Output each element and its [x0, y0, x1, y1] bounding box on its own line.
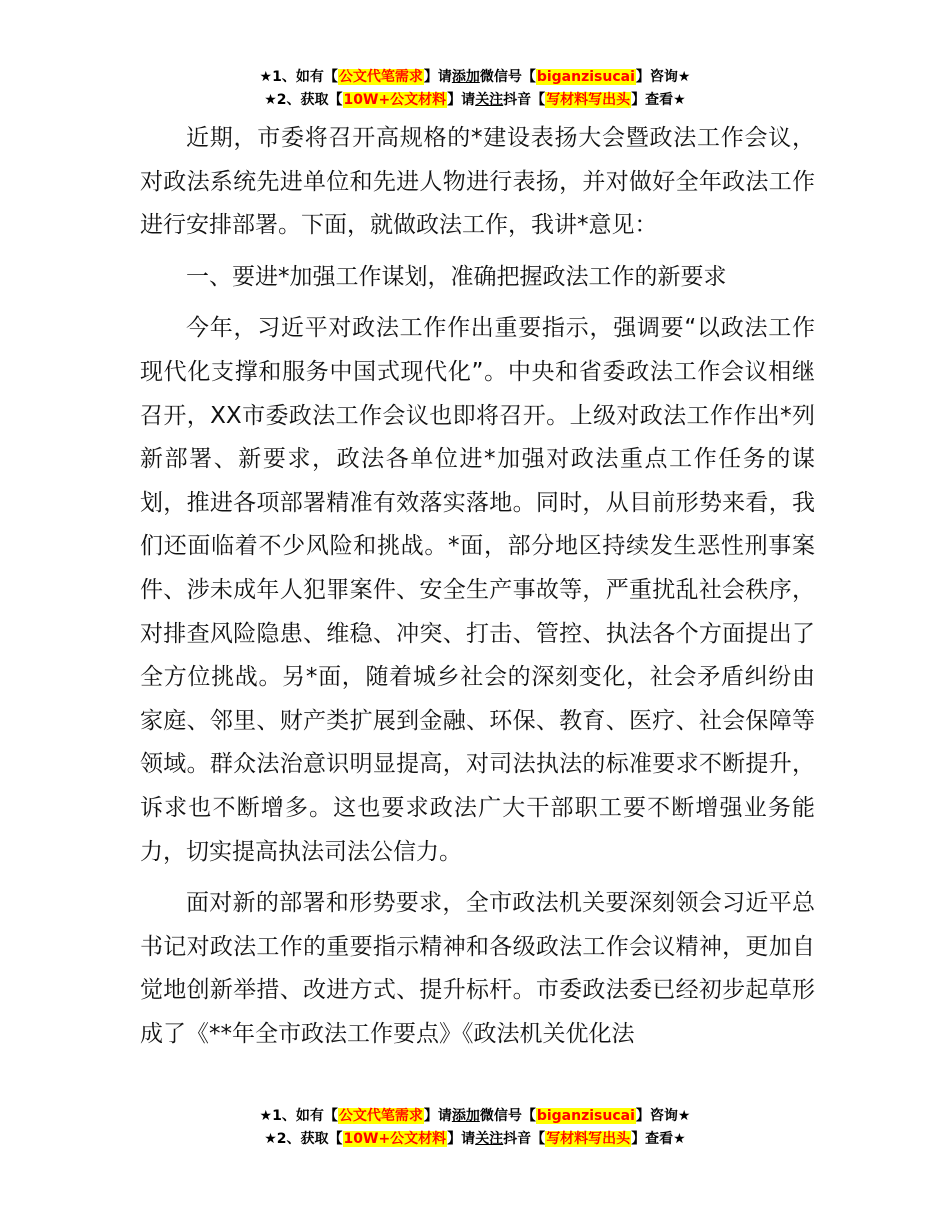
header-banner — [0, 66, 950, 112]
paragraph-intro: 近期，市委将召开高规格的*建设表扬大会暨政法工作会议，对政法系统先进单位和先进人物进行表扬，并对做好全年政法工作进行安排部署。下面，就做政法工作，我讲*意见： — [140, 125, 815, 239]
banner-text: 】查看★ — [631, 1131, 686, 1147]
banner-text: 抖音【 — [503, 92, 546, 108]
banner-text: 微信号【 — [479, 69, 536, 85]
banner-text: 添加 — [451, 1108, 480, 1124]
banner-text: 】请 — [447, 92, 476, 108]
paragraph-body: 面对新的部署和形势要求，全市政法机关要深刻领会习近平总书记对政法工作的重要指示精神和各级政法工作会议精神，更加自觉地创新举措、改进方式、提升标杆。市委政法委已经初步起草形成了《**年全市政法工作要点》《政法机关优化法 — [140, 890, 815, 1047]
highlight-materials: 10W+公文材料 — [343, 1131, 447, 1147]
banner-text: 】咨询★ — [635, 1108, 691, 1124]
document-body — [140, 117, 815, 1056]
highlight-wechat-id: biganzisucai — [536, 1108, 635, 1124]
banner-text: 关注 — [475, 1131, 504, 1147]
highlight-service: 公文代笔需求 — [338, 69, 423, 85]
banner-line-1 — [0, 1105, 950, 1128]
banner-text: 抖音【 — [503, 1131, 546, 1147]
banner-text: 关注 — [475, 92, 504, 108]
highlight-douyin: 写材料写出头 — [546, 92, 631, 108]
section-heading: 一、要进*加强工作谋划，准确把握政法工作的新要求 — [186, 263, 727, 290]
paragraph-body: 今年，习近平对政法工作作出重要指示，强调要“以政法工作现代化支撑和服务中国式现代化”。中央和省委政法工作会议相继召开，XX市委政法工作会议也即将召开。上级对政法工作作出*列新部署、新要求，政法各单位进*加强对政法重点工作任务的谋划，推进各项部署精准有效落实落地。同时，从目前形势来看，我们还面临着不少风险和挑战。*面，部分地区持续发生恶性刑事案件、涉未成年人犯罪案件、安全生产事故等，严重扰乱社会秩序，对排查风险隐患、维稳、冲突、打击、管控、执法各个方面提出了全方位挑战。另*面，随着城乡社会的深刻变化，社会矛盾纠纷由家庭、邻里、财产类扩展到金融、环保、教育、医疗、社会保障等领域。群众法治意识明显提高，对司法执法的标准要求不断提升，诉求也不断增多。这也要求政法广大干部职工要不断增强业务能力，切实提高执法司法公信力。 — [140, 315, 815, 865]
banner-text: 微信号【 — [479, 1108, 536, 1124]
banner-text: 】请 — [423, 1108, 452, 1124]
banner-text: 】咨询★ — [635, 69, 691, 85]
highlight-materials: 10W+公文材料 — [343, 92, 447, 108]
footer-banner — [0, 1105, 950, 1151]
banner-text: 添加 — [451, 69, 480, 85]
banner-line-2 — [0, 89, 950, 112]
highlight-douyin: 写材料写出头 — [546, 1131, 631, 1147]
banner-text: 】查看★ — [631, 92, 686, 108]
highlight-service: 公文代笔需求 — [338, 1108, 423, 1124]
banner-text: 】请 — [447, 1131, 476, 1147]
banner-text: 】请 — [423, 69, 452, 85]
highlight-wechat-id: biganzisucai — [536, 69, 635, 85]
banner-text: ★2、获取【 — [264, 1131, 343, 1147]
banner-line-2 — [0, 1128, 950, 1151]
banner-text: ★1、如有【 — [259, 69, 338, 85]
banner-line-1 — [0, 66, 950, 89]
banner-text: ★2、获取【 — [264, 92, 343, 108]
banner-text: ★1、如有【 — [259, 1108, 338, 1124]
